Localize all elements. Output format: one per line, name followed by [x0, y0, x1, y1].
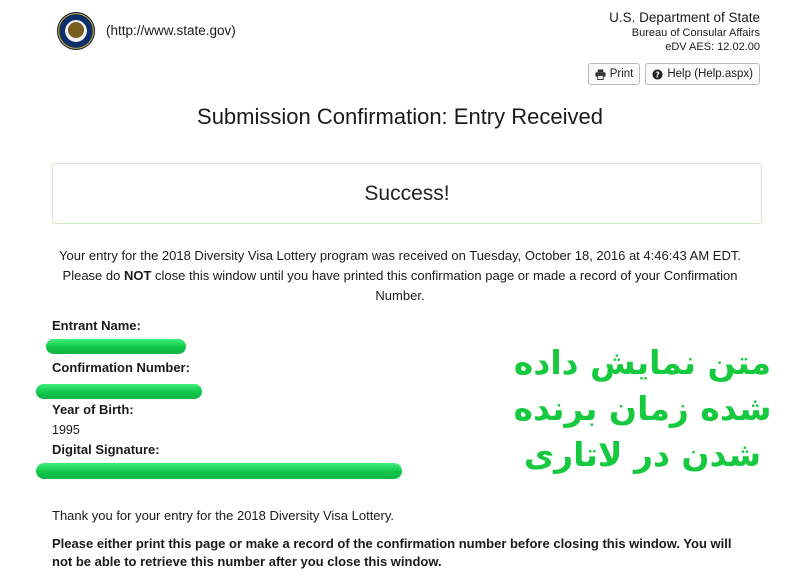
annotation-line-3: شدن در لاتاری — [523, 435, 762, 474]
confirmation-number-label: Confirmation Number: — [52, 360, 190, 375]
page-header — [0, 0, 800, 90]
question-circle-icon — [652, 69, 663, 80]
annotation-line-1: متن نمایش داده — [513, 343, 772, 382]
digital-signature-label: Digital Signature: — [52, 442, 160, 457]
bureau-name: Bureau of Consular Affairs — [631, 26, 760, 39]
printer-icon — [595, 69, 606, 80]
success-message: Success! — [364, 181, 450, 205]
help-label: Help (Help.aspx) — [667, 68, 753, 80]
state-department-seal-icon — [57, 12, 95, 50]
thank-you-text: Thank you for your entry for the 2018 Diversity Visa Lottery. — [52, 508, 395, 523]
message-text-part2: close this window until you have printed this confirmation page or made a record of your Confirmation Number. — [151, 268, 738, 303]
help-button[interactable] — [645, 63, 760, 85]
success-alert — [52, 163, 762, 224]
year-of-birth-label: Year of Birth: — [52, 402, 134, 417]
department-name: U.S. Department of State — [609, 10, 760, 25]
message-text-part1: Your entry for the 2018 Diversity Visa Lottery program was received on Tuesday, October 18, 2016 at 4:46:43 AM EDT. Please do — [59, 248, 741, 283]
persian-annotation — [500, 340, 785, 478]
confirmation-number-redaction — [36, 384, 202, 399]
print-button[interactable] — [588, 63, 641, 85]
print-warning-text: Please either print this page or make a record of the confirmation number before closing this window. You will not be able to retrieve this number after you close this window. — [52, 536, 732, 569]
state-gov-link[interactable]: (http://www.state.gov) — [106, 23, 236, 38]
entrant-name-redaction — [46, 339, 186, 354]
confirmation-message — [44, 246, 756, 306]
year-of-birth-value: 1995 — [52, 423, 80, 437]
app-version: eDV AES: 12.02.00 — [665, 40, 760, 53]
message-emphasis: NOT — [123, 268, 152, 283]
entrant-name-label: Entrant Name: — [52, 318, 141, 333]
header-buttons — [588, 63, 760, 85]
svg-text:?: ? — [655, 69, 661, 79]
organization-info — [609, 10, 760, 54]
page-title: Submission Confirmation: Entry Received — [197, 104, 603, 129]
digital-signature-redaction — [36, 463, 402, 479]
annotation-line-2: شده زمان برنده — [513, 389, 772, 428]
print-label: Print — [609, 68, 634, 80]
